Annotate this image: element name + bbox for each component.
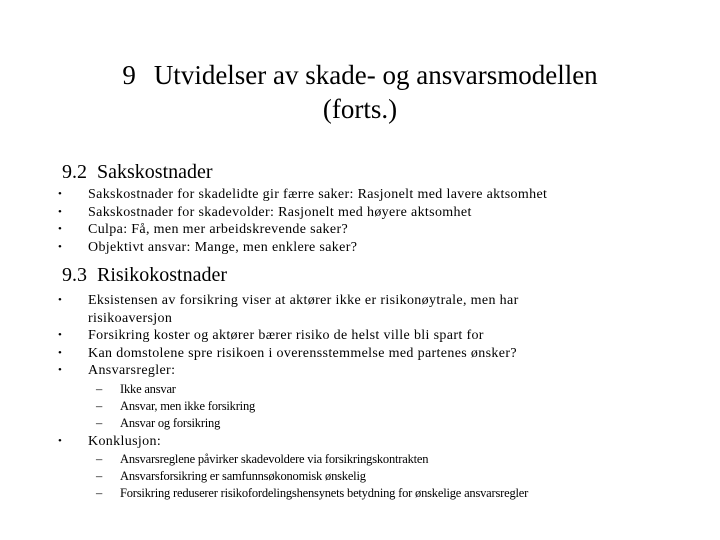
list-item: • Sakskostnader for skadelidte gir færre saker: Rasjonelt med lavere aktsomhet xyxy=(58,187,548,202)
list-item: • Objektivt ansvar: Mange, men enklere saker? xyxy=(58,239,358,255)
risikokostnader-bullet-list xyxy=(58,292,598,380)
bullet-icon: • xyxy=(58,223,63,235)
konklusjon-sub-list xyxy=(58,451,528,502)
sub-list-item: – Ikke ansvar xyxy=(96,382,176,396)
dash-icon: – xyxy=(96,469,103,483)
bullet-icon: • xyxy=(58,240,63,253)
list-item: • Kan domstolene spre risikoen i overensstemmelse med partenes ønsker? xyxy=(58,345,517,361)
konklusjon-bullet-list xyxy=(58,433,658,451)
bullet-icon: • xyxy=(58,435,63,447)
dash-icon: – xyxy=(96,452,103,466)
sub-list-item: – Ansvar, men ikke forsikring xyxy=(96,399,256,413)
list-item: • Culpa: Få, men mer arbeidskrevende saker? xyxy=(58,222,349,237)
section-heading-sakskostnader xyxy=(62,160,213,184)
sub-list-item: – Ansvar og forsikring xyxy=(96,416,221,430)
dash-icon: – xyxy=(96,399,103,413)
title-text: Utvidelser av skade- og ansvarsmodellen xyxy=(153,60,598,90)
bullet-icon: • xyxy=(58,205,63,218)
section-title: Risikokostnader xyxy=(97,264,227,286)
bullet-icon: • xyxy=(58,329,63,341)
bullet-icon: • xyxy=(58,346,63,359)
section-heading-risikokostnader xyxy=(62,263,227,287)
dash-icon: – xyxy=(96,382,103,396)
sub-list-item: – Ansvarsforsikring er samfunnsøkonomisk ønskelig xyxy=(96,469,366,483)
ansvarsregler-sub-list xyxy=(58,381,255,432)
slide-title xyxy=(40,58,680,126)
bullet-icon: • xyxy=(58,188,63,200)
dash-icon: – xyxy=(96,486,103,500)
list-item: • Konklusjon: xyxy=(58,434,162,449)
sub-list-item: – Ansvarsreglene påvirker skadevoldere via forsikringskontrakten xyxy=(96,452,429,466)
list-item: • Eksistensen av forsikring viser at aktører ikke er risikonøytrale, men har risikoaversjon xyxy=(58,293,519,326)
list-item: • Ansvarsregler: xyxy=(58,363,176,378)
bullet-icon: • xyxy=(58,364,63,376)
title-line-1 xyxy=(40,58,680,92)
section-number: 9.2 xyxy=(62,161,87,183)
dash-icon: – xyxy=(96,416,103,430)
list-item: • Forsikring koster og aktører bærer risiko de helst ville bli spart for xyxy=(58,328,484,343)
sub-list-item: – Forsikring reduserer risikofordelingshensynets betydning for ønskelige ansvarsregler xyxy=(96,486,529,500)
title-line-2: (forts.) xyxy=(322,94,398,124)
section-number: 9.3 xyxy=(62,264,87,286)
sakskostnader-bullet-list xyxy=(58,186,658,256)
section-title: Sakskostnader xyxy=(97,161,213,183)
list-item: • Sakskostnader for skadevolder: Rasjonelt med høyere aktsomhet xyxy=(58,204,472,220)
bullet-icon: • xyxy=(58,294,63,306)
title-number: 9 xyxy=(122,60,136,90)
